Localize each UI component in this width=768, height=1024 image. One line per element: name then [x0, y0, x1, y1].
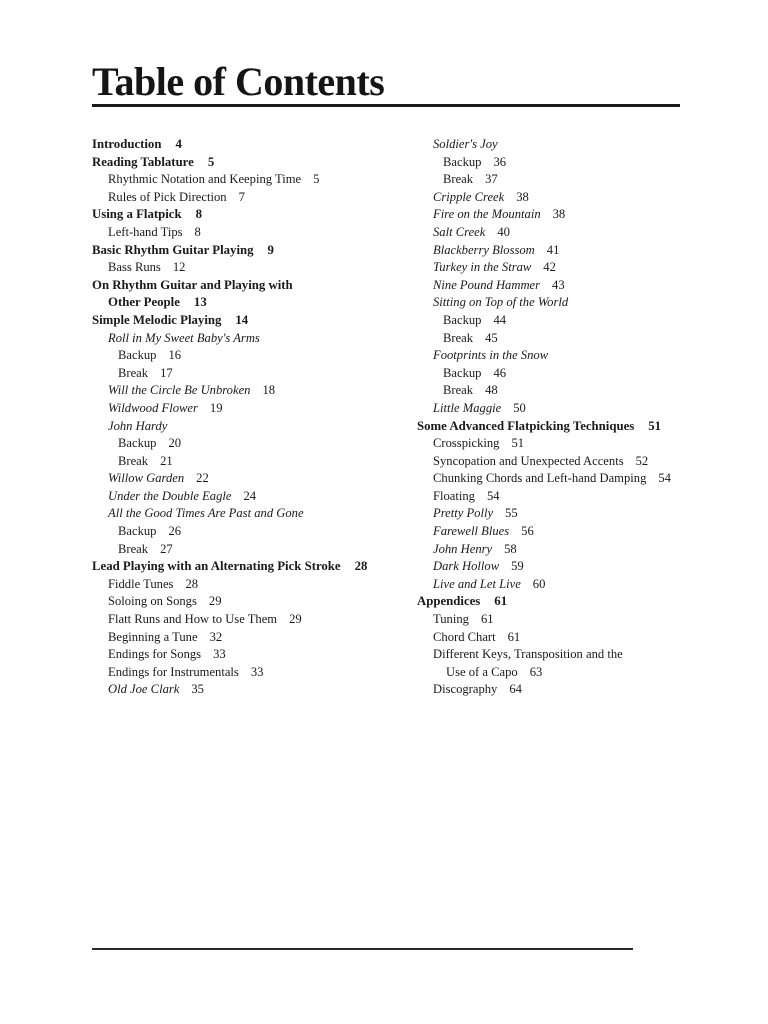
toc-entry-label: Backup: [443, 312, 482, 327]
toc-entry-label: Different Keys, Transposition and the: [433, 647, 623, 662]
toc-entry-page-number: 7: [238, 189, 245, 204]
toc-entry: [92, 664, 392, 682]
toc-entry: [92, 470, 392, 488]
toc-entry-label: All the Good Times Are Past and Gone: [108, 506, 304, 521]
toc-entry-label: Cripple Creek: [433, 189, 505, 204]
toc-entry: [417, 312, 707, 330]
toc-entry: [417, 664, 707, 682]
toc-entry-page-number: 40: [497, 224, 510, 239]
toc-entry-label: Beginning a Tune: [108, 629, 198, 644]
toc-entry: [417, 558, 707, 576]
toc-entry-label: Break: [443, 172, 474, 187]
toc-entry-page-number: 46: [493, 365, 507, 380]
toc-entry-page-number: 43: [552, 277, 565, 292]
toc-entry-label: Soldier's Joy: [433, 137, 498, 151]
toc-entry-page-number: 50: [513, 400, 526, 415]
toc-entry: [417, 488, 707, 506]
toc-entry-label: Break: [118, 453, 149, 468]
toc-left-column: [92, 136, 392, 699]
toc-entry-page-number: 35: [191, 682, 204, 697]
toc-entry-label: John Hardy: [108, 418, 168, 433]
toc-entry: [417, 136, 707, 154]
toc-entry-label: Backup: [118, 524, 157, 539]
toc-entry: [417, 523, 707, 541]
toc-entry-page-number: 4: [175, 137, 182, 151]
page-title: Table of Contents: [92, 59, 385, 104]
toc-entry: [92, 154, 392, 172]
toc-entry: [92, 206, 392, 224]
toc-entry: [417, 576, 707, 594]
toc-entry-page-number: 5: [313, 172, 320, 187]
toc-entry-label: Soloing on Songs: [108, 594, 197, 609]
toc-entry-page-number: 61: [494, 594, 508, 609]
toc-entry-label: Backup: [118, 436, 157, 451]
toc-entry: [417, 435, 707, 453]
toc-entry-page-number: 21: [160, 453, 173, 468]
title-rule: [92, 104, 680, 107]
toc-entry-label: Some Advanced Flatpicking Techniques: [417, 418, 635, 433]
toc-entry-page-number: 28: [354, 559, 368, 574]
toc-entry: [417, 470, 707, 488]
toc-entry-page-number: 22: [196, 471, 209, 486]
toc-entry: [92, 558, 392, 576]
toc-entry-label: Blackberry Blossom: [433, 242, 535, 257]
toc-entry: [417, 400, 707, 418]
toc-entry-page-number: 51: [648, 418, 662, 433]
toc-entry-page-number: 56: [521, 524, 534, 539]
toc-entry: [417, 629, 707, 647]
toc-entry: [92, 171, 392, 189]
toc-entry: [417, 277, 707, 295]
toc-entry-label: Break: [118, 365, 149, 380]
toc-entry: [417, 330, 707, 348]
toc-entry-label: John Henry: [433, 541, 493, 556]
toc-entry: [417, 259, 707, 277]
toc-entry: [417, 365, 707, 383]
toc-entry: [417, 593, 707, 611]
toc-entry-label: Simple Melodic Playing: [92, 312, 222, 327]
toc-entry-page-number: 26: [168, 524, 182, 539]
toc-entry-label: Will the Circle Be Unbroken: [108, 383, 251, 398]
toc-entry-label: Dark Hollow: [433, 559, 500, 574]
toc-entry: [417, 171, 707, 189]
toc-entry: [417, 453, 707, 471]
toc-entry-page-number: 17: [160, 365, 173, 380]
toc-entry-label: Introduction: [92, 137, 162, 151]
toc-entry: [92, 523, 392, 541]
toc-entry-page-number: 33: [250, 664, 264, 679]
toc-entry-page-number: 13: [193, 295, 207, 310]
toc-entry: [417, 382, 707, 400]
toc-entry-label: Willow Garden: [108, 471, 185, 486]
toc-entry: [92, 136, 392, 154]
toc-entry-label: Using a Flatpick: [92, 207, 182, 222]
toc-entry: [417, 294, 707, 312]
toc-entry-page-number: 60: [532, 576, 546, 591]
toc-entry-page-number: 54: [658, 471, 671, 486]
toc-entry: [92, 277, 392, 295]
toc-entry-label: On Rhythm Guitar and Playing with: [92, 277, 293, 292]
toc-entry-label: Old Joe Clark: [108, 682, 180, 697]
toc-entry-label: Wildwood Flower: [108, 400, 198, 415]
toc-entry-label: Pretty Polly: [433, 506, 494, 521]
toc-entry: [92, 646, 392, 664]
toc-entry-label: Sitting on Top of the World: [433, 295, 569, 310]
toc-entry-page-number: 54: [486, 488, 500, 503]
toc-entry: [417, 154, 707, 172]
toc-entry: [92, 611, 392, 629]
toc-entry-page-number: 45: [485, 330, 498, 345]
toc-entry: [417, 681, 707, 699]
toc-entry: [92, 418, 392, 436]
toc-entry: [92, 488, 392, 506]
toc-entry-page-number: 61: [480, 612, 494, 627]
toc-entry-page-number: 29: [208, 594, 222, 609]
toc-entry: [417, 224, 707, 242]
toc-entry-page-number: 16: [168, 348, 182, 363]
toc-entry-label: Salt Creek: [433, 224, 486, 239]
toc-entry-page-number: 5: [207, 154, 215, 169]
toc-entry-label: Chord Chart: [433, 629, 496, 644]
toc-entry-page-number: 36: [493, 154, 507, 169]
toc-entry: [417, 646, 707, 664]
toc-entry-page-number: 59: [511, 559, 524, 574]
toc-entry: [417, 189, 707, 207]
toc-entry: [92, 629, 392, 647]
toc-entry-label: Lead Playing with an Alternating Pick Stroke: [92, 559, 341, 574]
toc-entry-label: Break: [443, 330, 474, 345]
toc-entry-label: Turkey in the Straw: [433, 260, 532, 275]
toc-entry-label: Roll in My Sweet Baby's Arms: [108, 330, 260, 345]
toc-entry: [417, 611, 707, 629]
toc-entry-label: Crosspicking: [433, 436, 500, 451]
toc-entry-label: Backup: [443, 365, 482, 380]
toc-entry-label: Backup: [118, 348, 157, 363]
toc-entry-label: Syncopation and Unexpected Accents: [433, 453, 624, 468]
toc-entry: [92, 330, 392, 348]
toc-entry-label: Use of a Capo: [446, 664, 518, 679]
toc-entry: [92, 294, 392, 312]
toc-entry-label: Flatt Runs and How to Use Them: [108, 612, 278, 627]
toc-entry: [417, 347, 707, 365]
toc-entry-page-number: 8: [195, 207, 202, 222]
toc-entry-label: Left-hand Tips: [108, 224, 183, 239]
toc-entry-page-number: 38: [516, 189, 529, 204]
toc-entry-page-number: 12: [172, 260, 186, 275]
toc-right-column: [417, 136, 707, 699]
toc-entry: [92, 576, 392, 594]
toc-entry-page-number: 32: [209, 629, 223, 644]
toc-entry: [92, 400, 392, 418]
toc-entry-label: Backup: [443, 154, 482, 169]
toc-entry-label: Footprints in the Snow: [433, 348, 549, 363]
toc-entry: [417, 505, 707, 523]
toc-entry-page-number: 51: [511, 436, 525, 451]
toc-entry: [417, 418, 707, 436]
toc-entry-label: Basic Rhythm Guitar Playing: [92, 242, 254, 257]
toc-entry: [92, 347, 392, 365]
toc-entry-page-number: 18: [262, 383, 276, 398]
toc-entry-page-number: 20: [168, 436, 182, 451]
toc-entry-page-number: 37: [485, 172, 498, 187]
toc-entry: [92, 453, 392, 471]
toc-entry-label: Rules of Pick Direction: [108, 189, 227, 204]
toc-entry-page-number: 14: [235, 312, 249, 327]
toc-entry-label: Break: [443, 383, 474, 398]
toc-entry: [92, 259, 392, 277]
toc-entry-label: Other People: [108, 295, 180, 310]
toc-entry: [417, 206, 707, 224]
toc-entry-label: Discography: [433, 682, 498, 697]
toc-entry-page-number: 19: [209, 400, 223, 415]
footer-rule: [92, 948, 633, 950]
toc-entry-label: Rhythmic Notation and Keeping Time: [108, 172, 302, 187]
toc-entry: [92, 593, 392, 611]
toc-entry-page-number: 48: [485, 383, 498, 398]
toc-entry-label: Bass Runs: [108, 260, 161, 275]
toc-entry-label: Reading Tablature: [92, 154, 194, 169]
toc-entry: [92, 312, 392, 330]
toc-entry-page-number: 28: [185, 576, 199, 591]
toc-entry-page-number: 52: [635, 453, 649, 468]
toc-entry-page-number: 29: [289, 612, 302, 627]
toc-entry-page-number: 9: [267, 242, 274, 257]
toc-entry-page-number: 64: [509, 682, 522, 697]
toc-entry-label: Nine Pound Hammer: [433, 277, 541, 292]
toc-entry-label: Fiddle Tunes: [108, 576, 174, 591]
toc-entry: [92, 541, 392, 559]
toc-entry-page-number: 42: [543, 260, 556, 275]
toc-entry: [92, 435, 392, 453]
toc-entry-page-number: 41: [546, 242, 560, 257]
toc-entry: [92, 681, 392, 699]
toc-entry: [92, 189, 392, 207]
toc-entry-page-number: 8: [194, 224, 201, 239]
toc-entry-label: Chunking Chords and Left-hand Damping: [433, 471, 647, 486]
toc-entry: [92, 242, 392, 260]
toc-entry: [92, 382, 392, 400]
toc-entry-page-number: 44: [493, 312, 507, 327]
toc-entry-page-number: 58: [504, 541, 517, 556]
toc-entry-page-number: 27: [160, 541, 173, 556]
toc-entry-page-number: 55: [505, 506, 518, 521]
toc-entry-label: Fire on the Mountain: [433, 207, 541, 222]
toc-entry-label: Break: [118, 541, 149, 556]
toc-entry-label: Floating: [433, 488, 475, 503]
toc-entry: [92, 365, 392, 383]
toc-entry-label: Live and Let Live: [433, 576, 521, 591]
toc-entry-label: Tuning: [433, 612, 469, 627]
toc-entry-label: Little Maggie: [433, 400, 502, 415]
toc-entry-page-number: 24: [243, 488, 257, 503]
toc-entry: [92, 224, 392, 242]
toc-entry-page-number: 61: [507, 629, 521, 644]
toc-entry-label: Appendices: [417, 594, 481, 609]
toc-entry-label: Farewell Blues: [433, 524, 510, 539]
toc-entry: [92, 505, 392, 523]
toc-entry-label: Under the Double Eagle: [108, 488, 232, 503]
toc-entry: [417, 541, 707, 559]
toc-entry-label: Endings for Songs: [108, 647, 202, 662]
toc-entry: [417, 242, 707, 260]
toc-entry-page-number: 33: [213, 647, 226, 662]
toc-entry-page-number: 38: [552, 207, 566, 222]
toc-entry-label: Endings for Instrumentals: [108, 664, 239, 679]
toc-entry-page-number: 63: [529, 664, 543, 679]
